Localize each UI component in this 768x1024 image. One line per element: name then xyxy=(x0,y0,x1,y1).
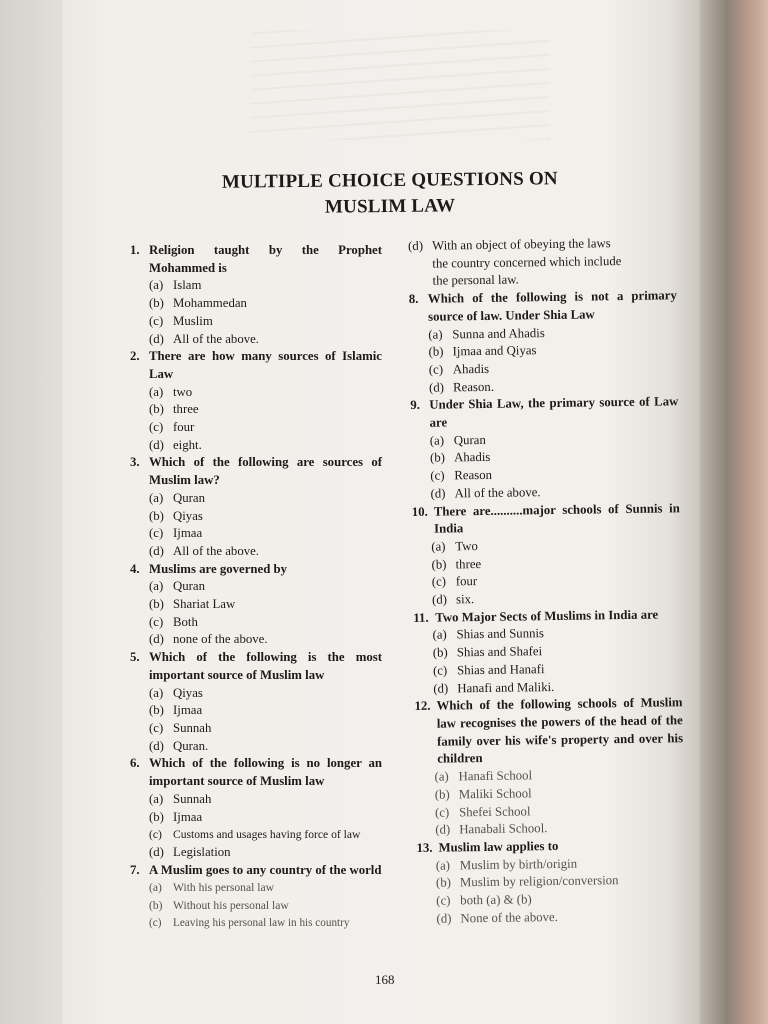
question-13 xyxy=(416,836,685,928)
option-d: (d) All of the above. xyxy=(149,331,259,346)
question-7-continued xyxy=(408,234,677,291)
question-number: 9. xyxy=(410,398,421,413)
option-d: (d) All of the above. xyxy=(149,543,259,558)
option-d: (d) Hanabali School. xyxy=(435,821,548,837)
question-text: Two Major Sects of Muslims in India are xyxy=(435,607,659,625)
option-b: (b) Shariat Law xyxy=(149,597,236,612)
option-a: (a) Islam xyxy=(149,278,202,293)
option-d: (d) six. xyxy=(431,592,475,607)
question-number: 4. xyxy=(130,561,140,576)
option-d: (d) None of the above. xyxy=(436,909,558,926)
question-text: Which of the following is no longer an important source of Muslim law xyxy=(149,756,382,789)
option-b: (b) three xyxy=(431,556,482,572)
question-text: Which of the following is the most important source of Muslim law xyxy=(149,650,382,682)
question-11 xyxy=(413,606,682,698)
page-gutter xyxy=(0,0,62,1024)
option-a: (a) Sunna and Ahadis xyxy=(428,325,545,342)
option-d: (d) All of the above. xyxy=(430,485,541,501)
option-d: (d) none of the above. xyxy=(149,632,268,647)
left-column xyxy=(130,242,382,932)
question-text: There are how many sources of Islamic Law xyxy=(149,349,382,381)
option-a: (a) Quran xyxy=(149,490,205,505)
option-a: (a) Sunnah xyxy=(149,791,212,806)
question-number: 8. xyxy=(408,291,419,307)
question-1 xyxy=(130,242,382,348)
option-b: (b) Shias and Shafei xyxy=(432,644,543,660)
question-number: 13. xyxy=(416,840,433,855)
title-line-2: MUSLIM LAW xyxy=(324,195,456,218)
option-c: (c) both (a) & (b) xyxy=(436,892,532,908)
option-a: (a) Quran xyxy=(429,432,486,448)
option-c: (c) Ahadis xyxy=(428,361,490,377)
page-title xyxy=(150,165,631,222)
question-number: 10. xyxy=(411,504,428,519)
question-3 xyxy=(130,454,382,560)
option-d-line-3: the personal law. xyxy=(432,272,519,289)
question-text: Muslim law applies to xyxy=(438,838,559,855)
option-d: (d) Reason. xyxy=(428,379,495,395)
option-d: (d) Quran. xyxy=(149,738,209,753)
question-7 xyxy=(130,862,382,933)
option-c: (c) four xyxy=(431,574,478,590)
book-spine xyxy=(700,0,768,1024)
option-b: (b) Qiyas xyxy=(149,508,203,523)
option-c: (c) Shias and Hanafi xyxy=(432,662,545,678)
question-6 xyxy=(130,755,382,861)
option-c: (c) Sunnah xyxy=(149,720,212,735)
option-a: (a) Two xyxy=(431,539,478,554)
page-number: 168 xyxy=(375,972,395,987)
option-c: (c) four xyxy=(149,420,195,435)
option-b: (b) Mohammedan xyxy=(149,296,247,311)
option-a: (a) Quran xyxy=(149,579,205,594)
option-b: (b) Ijmaa xyxy=(149,703,203,718)
option-b: (b) Ijmaa and Qiyas xyxy=(428,343,537,359)
question-text: Which of the following are sources of Muslim law? xyxy=(149,455,382,488)
show-through-text xyxy=(250,30,550,140)
question-text: Muslims are governed by xyxy=(149,561,288,576)
question-number: 7. xyxy=(130,862,140,877)
option-b: (b) Muslim by religion/conversion xyxy=(435,873,619,890)
question-number: 6. xyxy=(130,756,140,771)
option-b: (b) Maliki School xyxy=(434,786,532,802)
question-4 xyxy=(130,561,382,650)
option-a: (a) Shias and Sunnis xyxy=(432,626,545,643)
option-d: (d) Legislation xyxy=(149,844,231,859)
option-c: (c) Muslim xyxy=(149,313,213,328)
option-c: (c) Shefei School xyxy=(434,803,531,820)
question-text: Religion taught by the Prophet Mohammed is xyxy=(149,243,382,275)
question-2 xyxy=(130,348,382,454)
option-c: (c) Customs and usages having force of law xyxy=(149,828,361,842)
question-number: 1. xyxy=(130,243,140,257)
question-number: 5. xyxy=(130,650,140,665)
right-column xyxy=(408,234,686,928)
option-d: (d) Hanafi and Maliki. xyxy=(433,679,555,696)
option-b: (b) three xyxy=(149,402,199,417)
question-text: Which of the following is not a primary source of law. Under Shia Law xyxy=(427,288,677,324)
option-d-line-2: the country concerned which include xyxy=(432,253,622,271)
option-c: (c) Reason xyxy=(430,467,493,483)
question-9 xyxy=(410,394,679,504)
option-b: (b) Ijmaa xyxy=(149,809,203,824)
question-text: Which of the following schools of Muslim law recognises the powers of the head of the family over his wife's property and over his children xyxy=(436,695,684,767)
question-number: 11. xyxy=(413,610,429,625)
option-b: (b) Ahadis xyxy=(429,450,491,466)
option-a: (a) Qiyas xyxy=(149,685,203,700)
question-12 xyxy=(414,694,684,839)
option-c: (c) Leaving his personal law in his country xyxy=(149,916,350,929)
question-text: A Muslim goes to any country of the world xyxy=(149,862,382,877)
question-text: There are..........major schools of Sunnis in India xyxy=(433,500,680,536)
question-number: 2. xyxy=(130,349,140,364)
title-line-1: MULTIPLE CHOICE QUESTIONS ON xyxy=(221,168,558,193)
question-5 xyxy=(130,649,382,755)
question-10 xyxy=(412,500,681,610)
question-number: 12. xyxy=(414,699,431,714)
question-text: Under Shia Law, the primary source of Law are xyxy=(429,394,679,430)
option-a: (a) Muslim by birth/origin xyxy=(435,856,578,873)
option-c: (c) Both xyxy=(149,614,198,629)
option-a: (a) Hanafi School xyxy=(434,768,533,784)
option-a: (a) With his personal law xyxy=(149,881,274,895)
question-number: 3. xyxy=(130,455,140,470)
option-d: (d) eight. xyxy=(149,437,202,452)
option-d: (d) With an object of obeying the laws xyxy=(408,236,611,253)
question-8 xyxy=(409,287,678,397)
option-b: (b) Without his personal law xyxy=(149,899,289,913)
option-a: (a) two xyxy=(149,384,193,399)
option-c: (c) Ijmaa xyxy=(149,526,203,541)
